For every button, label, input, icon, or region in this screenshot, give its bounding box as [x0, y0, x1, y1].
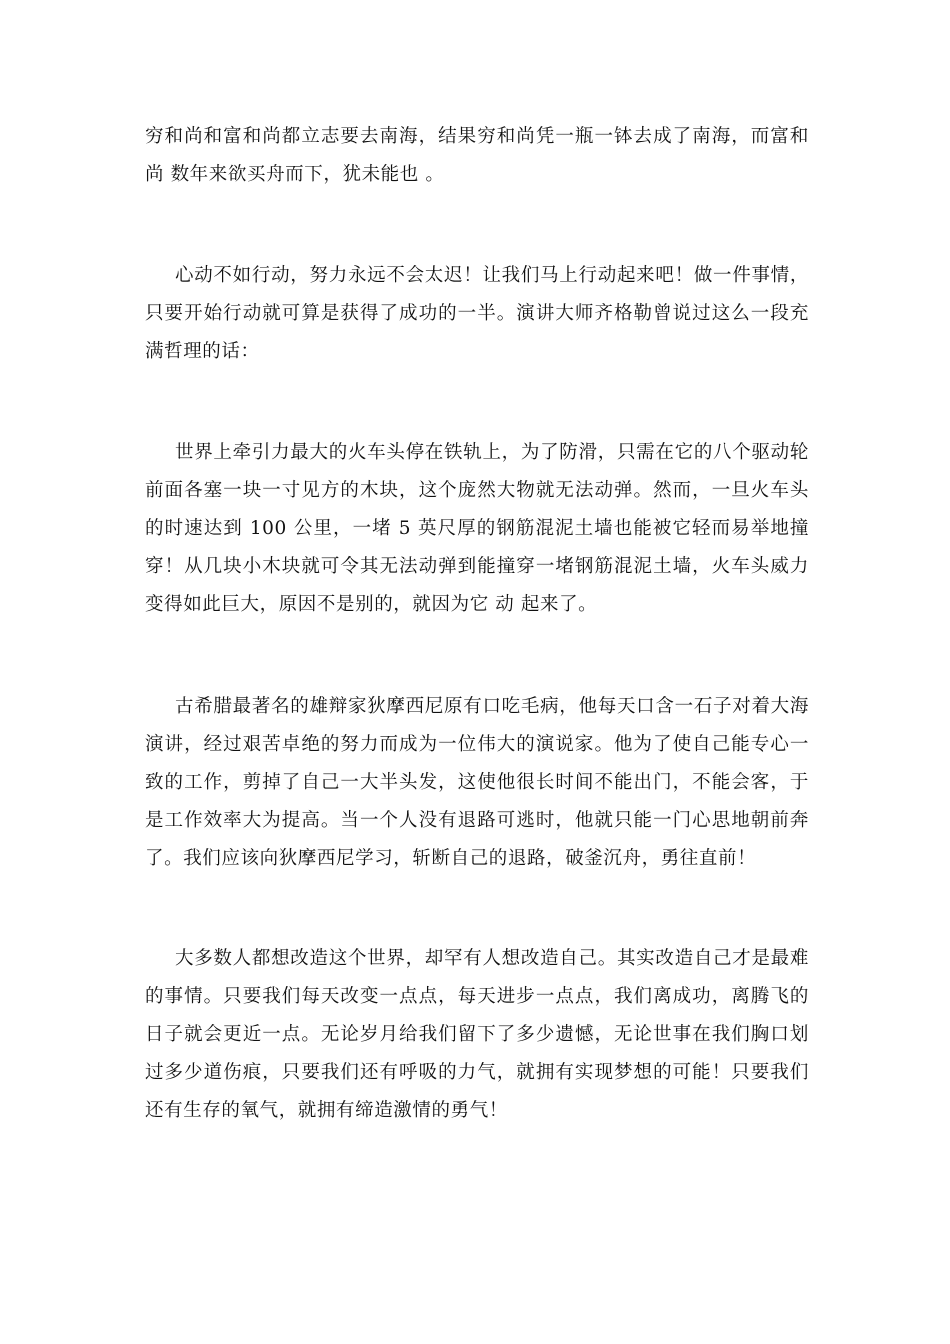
paragraph-change-yourself: 大多数人都想改造这个世界，却罕有人想改造自己。其实改造自己才是最难的事情。只要我们每天改变一点点，每天进步一点点，我们离成功，离腾飞的日子就会更近一点。无论岁月给我们留下了多少遗憾，无论世事在我们胸口划过多少道伤痕，只要我们还有呼吸的力气，就拥有实现梦想的可能！只要我们还有生存的氧气，就拥有缔造激情的勇气！ — [145, 948, 809, 1121]
paragraph-demosthenes: 古希腊最著名的雄辩家狄摩西尼原有口吃毛病，他每天口含一石子对着大海演讲，经过艰苦卓绝的努力而成为一位伟大的演说家。他为了使自己能专心一致的工作，剪掉了自己一大半头发，这使他很长时间不能出门，不能会客，于是工作效率大为提高。当一个人没有退路可逃时，他就只能一门心思地朝前奔了。我们应该向狄摩西尼学习，斩断自己的退路，破釜沉舟，勇往直前！ — [145, 696, 809, 869]
paragraph-locomotive: 世界上牵引力最大的火车头停在铁轨上，为了防滑，只需在它的八个驱动轮前面各塞一块一寸见方的木块，这个庞然大物就无法动弹。然而，一旦火车头的时速达到 100 公里，一堵 5 英尺厚的钢筋混泥土墙也能被它轻而易举地撞穿！从几块小木块就可令其无法动弹到能撞穿一堵钢筋混泥土墙，火车头威力变得如此巨大，原因不是别的，就因为它 动 起来了。 — [145, 442, 809, 615]
paragraph-monks: 穷和尚和富和尚都立志要去南海，结果穷和尚凭一瓶一钵去成了南海，而富和尚 数年来欲买舟而下，犹未能也 。 — [145, 126, 809, 185]
paragraph-action: 心动不如行动，努力永远不会太迟！让我们马上行动起来吧！做一件事情，只要开始行动就可算是获得了成功的一半。演讲大师齐格勒曾说过这么一段充满哲理的话： — [145, 265, 809, 362]
